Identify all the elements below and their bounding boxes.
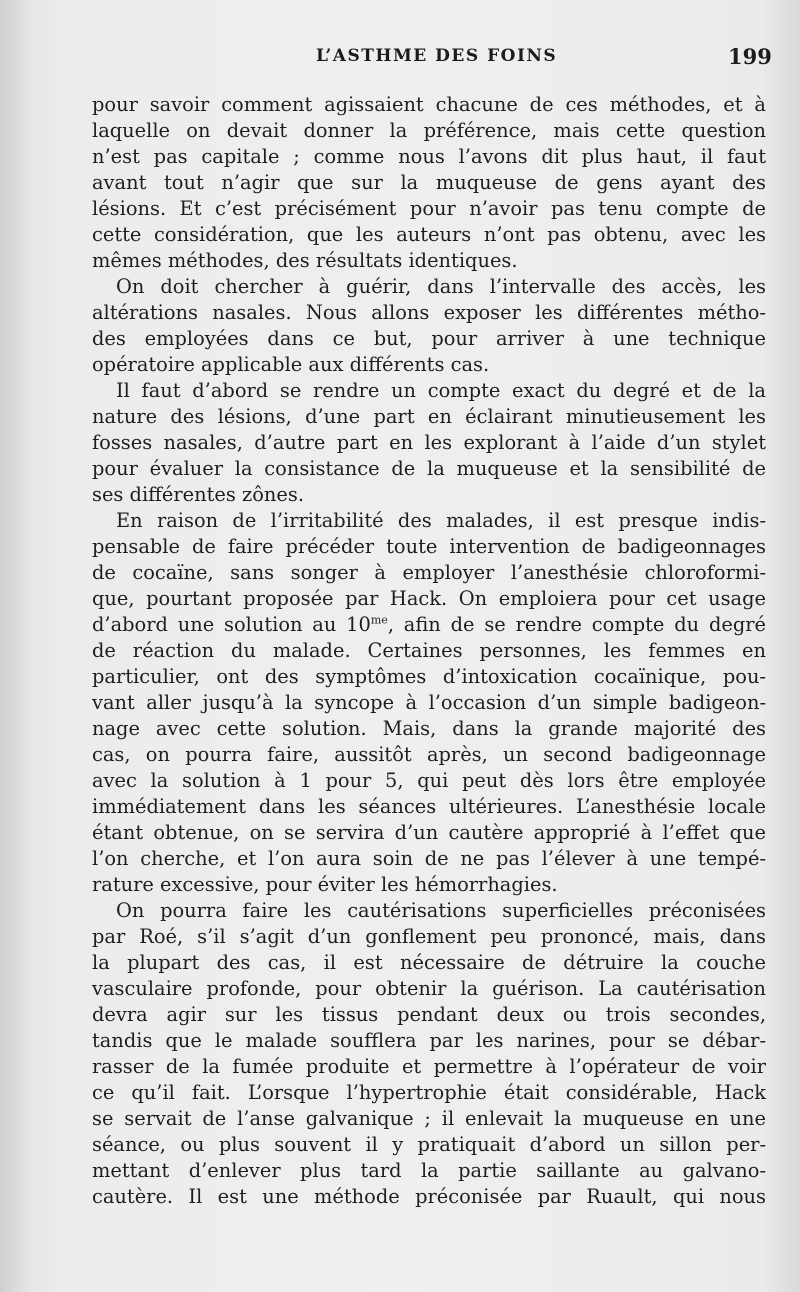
text-fragment: , afin de se rendre compte du degré <box>387 613 766 636</box>
text-line: Il faut d’abord se rendre un compte exact du degré et de la <box>116 379 766 402</box>
text-line: se servait de l’anse galvanique ; il enlevait la muqueuse en une <box>92 1107 766 1130</box>
text-line: avant tout n’agir que sur la muqueuse de gens ayant des <box>92 171 766 194</box>
text-line: En raison de l’irritabilité des malades, il est presque indis- <box>116 509 766 532</box>
text-line: de réaction du malade. Certaines personnes, les femmes en <box>92 639 766 662</box>
text-line: particulier, ont des symptômes d’intoxication cocaïnique, pou- <box>92 665 766 688</box>
text-line: tandis que le malade soufflera par les narines, pour se débar- <box>92 1029 766 1052</box>
text-line: lésions. Et c’est précisément pour n’avoir pas tenu compte de <box>92 197 766 220</box>
text-line: vasculaire profonde, pour obtenir la guérison. La cautérisation <box>92 977 766 1000</box>
page-header <box>0 40 800 74</box>
text-line: devra agir sur les tissus pendant deux ou trois secondes, <box>92 1003 766 1026</box>
text-line: n’est pas capitale ; comme nous l’avons dit plus haut, il faut <box>92 145 766 168</box>
text-line: de cocaïne, sans songer à employer l’anesthésie chloroformi- <box>92 561 766 584</box>
text-line: pour savoir comment agissaient chacune de ces méthodes, et à <box>92 93 766 116</box>
text-line: ses différentes zônes. <box>92 483 304 506</box>
text-line: On doit chercher à guérir, dans l’intervalle des accès, les <box>116 275 766 298</box>
text-line: cette considération, que les auteurs n’ont pas obtenu, avec les <box>92 223 766 246</box>
text-line: l’on cherche, et l’on aura soin de ne pas l’élever à une tempé- <box>92 847 766 870</box>
text-fragment: d’abord une solution au 10 <box>92 613 371 636</box>
text-line: pensable de faire précéder toute intervention de badigeonnages <box>92 535 766 558</box>
text-line: avec la solution à 1 pour 5, qui peut dès lors être employée <box>92 769 766 792</box>
text-line: fosses nasales, d’autre part en les explorant à l’aide d’un stylet <box>92 431 766 454</box>
text-line: pour évaluer la consistance de la muqueuse et la sensibilité de <box>92 457 766 480</box>
text-line: la plupart des cas, il est nécessaire de détruire la couche <box>92 951 766 974</box>
text-line: par Roé, s’il s’agit d’un gonflement peu prononcé, mais, dans <box>92 925 766 948</box>
text-line: nage avec cette solution. Mais, dans la grande majorité des <box>92 717 766 740</box>
text-line: opératoire applicable aux différents cas. <box>92 353 490 376</box>
text-line: cas, on pourra faire, aussitôt après, un second badigeonnage <box>92 743 766 766</box>
text-line: étant obtenue, on se servira d’un cautère approprié à l’effet que <box>92 821 766 844</box>
text-line: immédiatement dans les séances ultérieures. L’anesthésie locale <box>92 795 766 818</box>
text-line: que, pourtant proposée par Hack. On emploiera pour cet usage <box>92 587 766 610</box>
text-line: des employées dans ce but, pour arriver à une technique <box>92 327 766 350</box>
text-line: mettant d’enlever plus tard la partie saillante au galvano- <box>92 1159 766 1182</box>
text-line: altérations nasales. Nous allons exposer les différentes métho- <box>92 301 766 324</box>
text-line: rature excessive, pour éviter les hémorrhagies. <box>92 873 558 896</box>
body-text <box>92 92 766 1210</box>
text-line: séance, ou plus souvent il y pratiquait d’abord un sillon per- <box>92 1133 766 1156</box>
text-line: vant aller jusqu’à la syncope à l’occasion d’un simple badigeon- <box>92 691 766 714</box>
superscript: me <box>370 613 388 627</box>
text-line: cautère. Il est une méthode préconisée par Ruault, qui nous <box>92 1185 766 1208</box>
running-title: L’ASTHME DES FOINS <box>316 46 558 66</box>
text-line: ce qu’il fait. L’orsque l’hypertrophie était considérable, Hack <box>92 1081 766 1104</box>
text-line: rasser de la fumée produite et permettre à l’opérateur de voir <box>92 1055 766 1078</box>
text-line: laquelle on devait donner la préférence, mais cette question <box>92 119 766 142</box>
text-line <box>92 612 766 638</box>
text-line: nature des lésions, d’une part en éclairant minutieusement les <box>92 405 766 428</box>
text-line: On pourra faire les cautérisations superficielles préconisées <box>116 899 766 922</box>
page-number: 199 <box>728 44 772 69</box>
text-line: mêmes méthodes, des résultats identiques. <box>92 249 518 272</box>
